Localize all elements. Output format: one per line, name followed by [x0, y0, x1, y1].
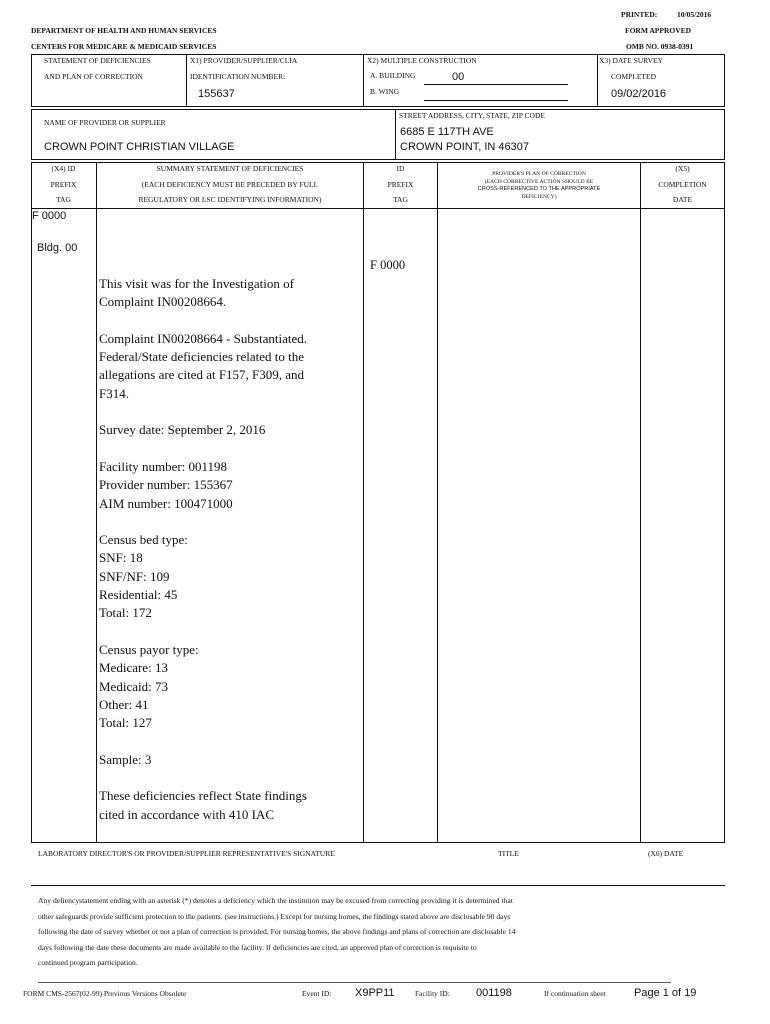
summary-line: SNF/NF: 109 — [99, 568, 170, 584]
centers-title: CENTERS FOR MEDICARE & MEDICAID SERVICES — [31, 42, 217, 51]
plan-header-1: PROVIDER'S PLAN OF CORRECTION — [492, 171, 586, 177]
x4-header-1: (X4) ID — [51, 164, 76, 173]
summary-line: Sample: 3 — [99, 751, 152, 767]
disclaimer-line: continued program participation. — [38, 958, 138, 967]
summary-line: Census payor type: — [99, 641, 199, 657]
disclaimer-line: following the date of survey whether or not a plan of correction is provided. For nursing homes, the above findings and plans of correction are disclosable 14 — [38, 927, 516, 936]
disclaimer-line: days following the date these documents are made available to the facility. If deficiencies are cited, an approved plan of correction is requisite to — [38, 942, 477, 952]
x4-header-3: TAG — [56, 195, 71, 204]
summary-line: AIM number: 100471000 — [99, 495, 233, 511]
summary-line: This visit was for the Investigation of — [99, 276, 294, 291]
page-number: Page 1 of 19 — [634, 987, 697, 999]
event-id-label: Event ID: — [302, 989, 332, 998]
summary-line: allegations are cited at F157, F309, and — [99, 367, 305, 383]
statement-label-1: STATEMENT OF DEFICIENCIES — [44, 56, 151, 65]
plan-header-4: DEFICIENCY) — [521, 194, 557, 200]
deficiency-summary-text — [99, 275, 361, 824]
id-header-3: TAG — [393, 195, 408, 204]
x5-header-1: (X5) — [675, 164, 690, 173]
wing-label: B. WING — [370, 87, 400, 96]
building-tag: Bldg. 00 — [37, 242, 78, 254]
summary-line: Facility number: 001198 — [99, 458, 228, 474]
title-label: TITLE — [498, 849, 519, 858]
disclaimer-line: other safeguards provide sufficient protection to the patients. (see instructions.) Except for nursing homes, the findings stated above are disclosable 90 days — [38, 911, 511, 921]
provider-name-value: CROWN POINT CHRISTIAN VILLAGE — [44, 141, 235, 153]
address-line-1: 6685 E 117TH AVE — [400, 126, 494, 138]
date-survey-label-2: COMPLETED — [611, 72, 656, 81]
facility-id-value: 001198 — [476, 987, 512, 999]
summary-line: Provider number: 155367 — [99, 477, 233, 493]
form-number: FORM CMS-2567(02-99) Previous Versions Obsolete — [23, 989, 187, 998]
event-id-value: X9PP11 — [355, 987, 395, 999]
provider-id-value: 155637 — [198, 88, 235, 100]
summary-line: SNF: 18 — [99, 550, 143, 566]
printed-date: 10/05/2016 — [677, 10, 712, 19]
date-survey-value: 09/02/2016 — [611, 88, 667, 100]
plan-header-3: CROSS-REFERENCED TO THE APPROPRIATE — [477, 186, 601, 192]
x6-date-label: (X6) DATE — [648, 849, 684, 858]
id-header-1: ID — [396, 164, 405, 173]
form-approved: FORM APPROVED — [625, 26, 692, 35]
x4-header-2: PREFIX — [50, 180, 77, 189]
prefix-tag-right: F 0000 — [370, 258, 406, 272]
building-label: A. BUILDING — [370, 71, 416, 80]
provider-id-label-1: X1) PROVIDER/SUPPLIER/CLIA — [190, 56, 298, 65]
summary-line: Total: 172 — [99, 605, 152, 621]
x5-header-2: COMPLETION — [658, 180, 707, 189]
address-label: STREET ADDRESS, CITY, STATE, ZIP CODE — [399, 111, 545, 120]
summary-line: Survey date: September 2, 2016 — [99, 422, 266, 438]
summary-line: Census bed type: — [99, 532, 188, 548]
multiple-construction-label: X2) MULTIPLE CONSTRUCTION — [367, 56, 477, 65]
address-line-2: CROWN POINT, IN 46307 — [400, 141, 529, 153]
provider-id-label-2: IDENTIFICATION NUMBER: — [190, 72, 286, 81]
department-title: DEPARTMENT OF HEALTH AND HUMAN SERVICES — [31, 26, 217, 35]
summary-line: Other: 41 — [99, 696, 149, 712]
printed-label: PRINTED: — [621, 10, 658, 19]
building-underline — [424, 84, 568, 85]
signature-divider — [31, 885, 725, 886]
omb-number: OMB NO. 0938-0391 — [626, 42, 694, 51]
summary-line: Total: 127 — [99, 715, 152, 731]
summary-line: Complaint IN00208664. — [99, 294, 227, 310]
facility-id-label: Facility ID: — [415, 989, 450, 998]
plan-header-2: (EACH CORRECTIVE ACTION SHOULD BE — [484, 179, 594, 185]
prefix-tag-left: F 0000 — [32, 210, 67, 222]
summary-line: Medicaid: 73 — [99, 678, 168, 694]
summary-header-2: (EACH DEFICIENCY MUST BE PRECEDED BY FULL — [141, 180, 319, 189]
date-survey-label-1: X3) DATE SURVEY — [599, 56, 663, 65]
summary-line: cited in accordance with 410 IAC — [99, 806, 275, 822]
disclaimer-line: Any defiencystatement ending with an asterisk (*) denotes a deficiency which the institution may be excused from correcting providing it is determined that — [38, 896, 513, 905]
signature-label: LABORATORY DIRECTOR'S OR PROVIDER/SUPPLIER REPRESENTATIVE'S SIGNATURE — [38, 849, 335, 858]
summary-line: Complaint IN00208664 - Substantiated. — [99, 330, 307, 346]
wing-underline — [424, 100, 568, 101]
summary-header-1: SUMMARY STATEMENT OF DEFICIENCIES — [156, 164, 304, 173]
statement-label-2: AND PLAN OF CORRECTION — [44, 72, 143, 81]
id-header-2: PREFIX — [387, 180, 414, 189]
disclaimer-text — [38, 893, 728, 971]
summary-line: F314. — [99, 385, 129, 401]
provider-name-label: NAME OF PROVIDER OR SUPPLIER — [44, 118, 166, 127]
summary-line: Medicare: 13 — [99, 660, 168, 676]
footer-divider — [38, 982, 671, 983]
summary-line: Residential: 45 — [99, 587, 178, 603]
summary-header-3: REGULATORY OR LSC IDENTIFYING INFORMATION) — [138, 195, 322, 204]
continuation-label: If continuation sheet — [544, 989, 606, 998]
summary-line: Federal/State deficiencies related to the — [99, 349, 305, 365]
summary-line: These deficiencies reflect State findings — [99, 788, 307, 804]
x5-header-3: DATE — [672, 195, 693, 204]
building-value: 00 — [452, 71, 465, 83]
